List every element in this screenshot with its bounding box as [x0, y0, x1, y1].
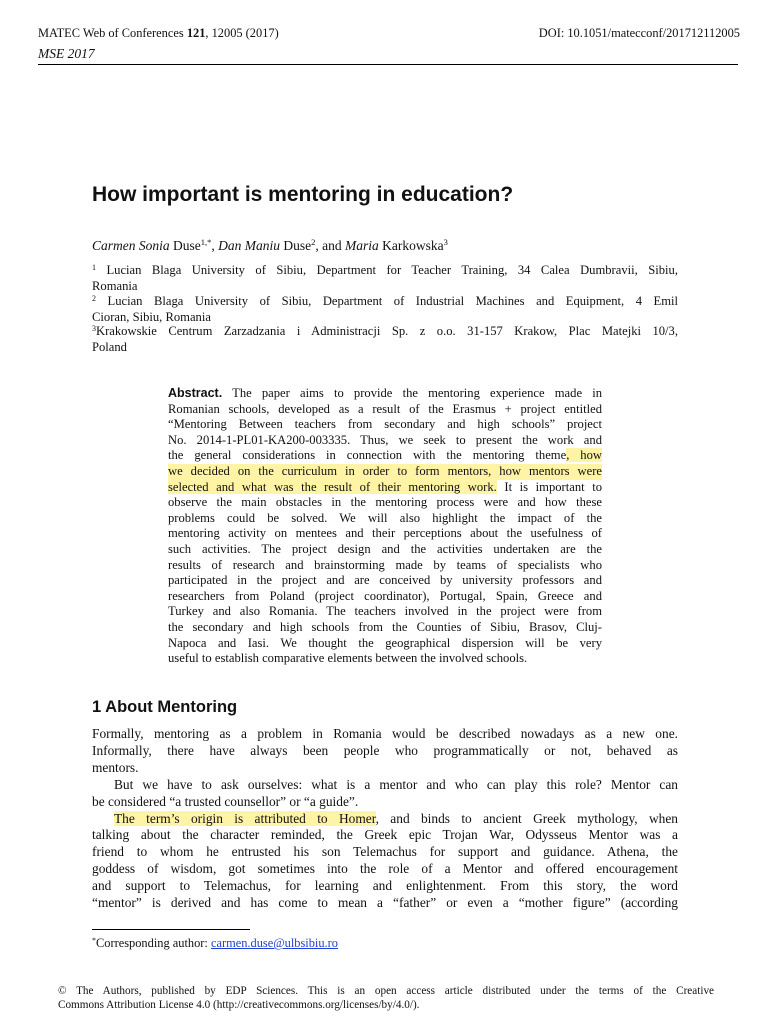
author-separator: ,: [211, 238, 219, 253]
doi[interactable]: DOI: 10.1051/matecconf/201712112005: [538, 26, 740, 40]
highlighted-text: The term’s origin is attributed to Homer: [114, 810, 376, 826]
author-superscript: 1,*: [200, 237, 212, 247]
affiliation-line: Poland: [92, 339, 127, 354]
body-line: be considered “a trusted counsellor” or “a guide”.: [92, 793, 359, 809]
body-line: mentors.: [92, 759, 139, 775]
author-given-name: Dan Maniu: [218, 238, 280, 253]
author-family-name: Duse: [169, 238, 201, 253]
body-line: talking about the character reminded, the Greek epic Trojan War, Odysseus Mentor was a: [92, 827, 678, 843]
journal-volume: 121: [186, 26, 206, 40]
abstract-line: selected and what was the result of their mentoring work. It is important to: [168, 479, 602, 494]
journal-citation: [38, 26, 279, 41]
body-line: goddess of wisdom, got sometimes into the role of a Mentor and offered encouragement: [92, 861, 678, 877]
abstract-line: results of research and brainstorming made by teams of specialists who: [168, 557, 602, 572]
affiliation-line: Cioran, Sibiu, Romania: [92, 309, 211, 324]
affiliation-line: $^2$ Lucian Blaga University of Sibiu, Department of Industrial Machines and Equipment, 4 Emil: [92, 294, 678, 308]
paper-title: How important is mentoring in education?: [92, 183, 514, 206]
footnote: [92, 936, 338, 951]
highlighted-text: we decided on the curriculum in order to form mentors, how mentors were: [168, 463, 602, 478]
abstract-line: No. 2014-1-PL01-KA200-003335. Thus, we seek to present the work and: [168, 432, 602, 447]
author-given-name: Carmen Sonia: [92, 238, 170, 253]
body-line: But we have to ask ourselves: what is a mentor and who can play this role? Mentor can: [114, 776, 678, 792]
author-given-name: Maria: [345, 238, 379, 253]
license-line: © The Authors, published by EDP Sciences. This is an open access article distributed under the terms of the Creative: [58, 985, 714, 997]
article-number: , 12005 (2017): [205, 26, 279, 40]
author-list: [92, 238, 448, 254]
abstract-line: the secondary and high schools from the Counties of Sibiu, Brasov, Cluj-: [168, 619, 602, 634]
abstract-line: such activities. The project design and the activities undertaken are the: [168, 541, 602, 556]
body-line: “mentor” is derived and has come to mean a “father” or even a “mother figure” (according: [92, 895, 678, 911]
abstract-line: Turkey and also Romania. The teachers involved in the project were from: [168, 604, 602, 619]
abstract-line: useful to establish comparative elements between the involved schools.: [168, 651, 528, 666]
affiliation: [92, 263, 678, 294]
abstract-line: participated in the project and are conceived by university professors and: [168, 573, 602, 588]
abstract-line: mentoring activity on mentees and their perceptions about the usefulness of: [168, 526, 602, 541]
abstract-line: Napoca and Iasi. We thought the geographical dispersion will be very: [168, 635, 602, 650]
abstract-label: Abstract.: [168, 386, 223, 400]
section-heading: 1 About Mentoring: [92, 698, 238, 716]
section-body: [92, 726, 678, 912]
header-divider: [38, 64, 738, 65]
body-line: The term’s origin is attributed to Homer, and binds to ancient Greek mythology, when: [114, 810, 678, 826]
affiliation-superscript: 1: [92, 263, 96, 272]
affiliation-superscript: 2: [92, 294, 96, 303]
body-line: and support to Telemachus, for learning and enlightenment. From this story, the word: [92, 878, 678, 894]
license-notice: [58, 985, 714, 1012]
license-line: Commons Attribution License 4.0 (http://creativecommons.org/licenses/by/4.0/).: [58, 998, 420, 1011]
conference-name: MSE 2017: [38, 46, 95, 61]
affiliation-line: Romania: [92, 278, 138, 293]
body-line: Informally, there have always been people who programmatically or not, behaved as: [92, 742, 678, 758]
affiliation-line: $^3$Krakowskie Centrum Zarzadzania i Administracji Sp. z o.o. 31-157 Krakow, Plac Matejki 10/3,: [92, 324, 678, 338]
abstract-line: the general considerations in connection with the mentoring theme, how: [168, 448, 602, 463]
highlighted-text: , how: [566, 448, 602, 463]
abstract-line: Abstract. The paper aims to provide the mentoring experience made in: [168, 386, 602, 400]
abstract-line: researchers from Poland (project coordinator), Portugal, Spain, Greece and: [168, 588, 602, 603]
author-superscript: 3: [443, 237, 448, 247]
email-link[interactable]: carmen.duse@ulbsibiu.ro: [210, 936, 338, 950]
author-family-name: Duse: [280, 238, 312, 253]
footnote-divider: [92, 929, 250, 930]
author-separator: , and: [315, 238, 345, 253]
author-family-name: Karkowska: [378, 238, 444, 253]
affiliation-line: $^1$ Lucian Blaga University of Sibiu, Department for Teacher Training, 34 Calea Dumbravii, Sibiu,: [92, 263, 678, 277]
affiliation-superscript: 3: [92, 324, 96, 333]
abstract: [168, 386, 602, 667]
abstract-line: problems could be solved. We will also highlight the impact of the: [168, 510, 602, 525]
abstract-line: observe the main obstacles in the mentoring process were and how these: [168, 495, 602, 510]
affiliation: [92, 294, 678, 325]
footnote-marker: *: [92, 936, 96, 945]
footnote-label: Corresponding author:: [96, 936, 211, 950]
body-line: friend to whom he entrusted his son Telemachus for support and guidance. Athena, the: [92, 844, 678, 860]
abstract-line: Romanian schools, developed as a result of the Erasmus + project entitled: [168, 401, 602, 416]
abstract-line: “Mentoring Between teachers from secondary and high schools” project: [168, 417, 602, 432]
journal-name: MATEC Web of Conferences: [38, 26, 184, 40]
affiliation: [92, 324, 678, 355]
highlighted-text: selected and what was the result of their mentoring work.: [168, 479, 497, 494]
body-line: Formally, mentoring as a problem in Romania would be described nowadays as a new one.: [92, 726, 678, 741]
author-superscript: 2: [311, 237, 316, 247]
